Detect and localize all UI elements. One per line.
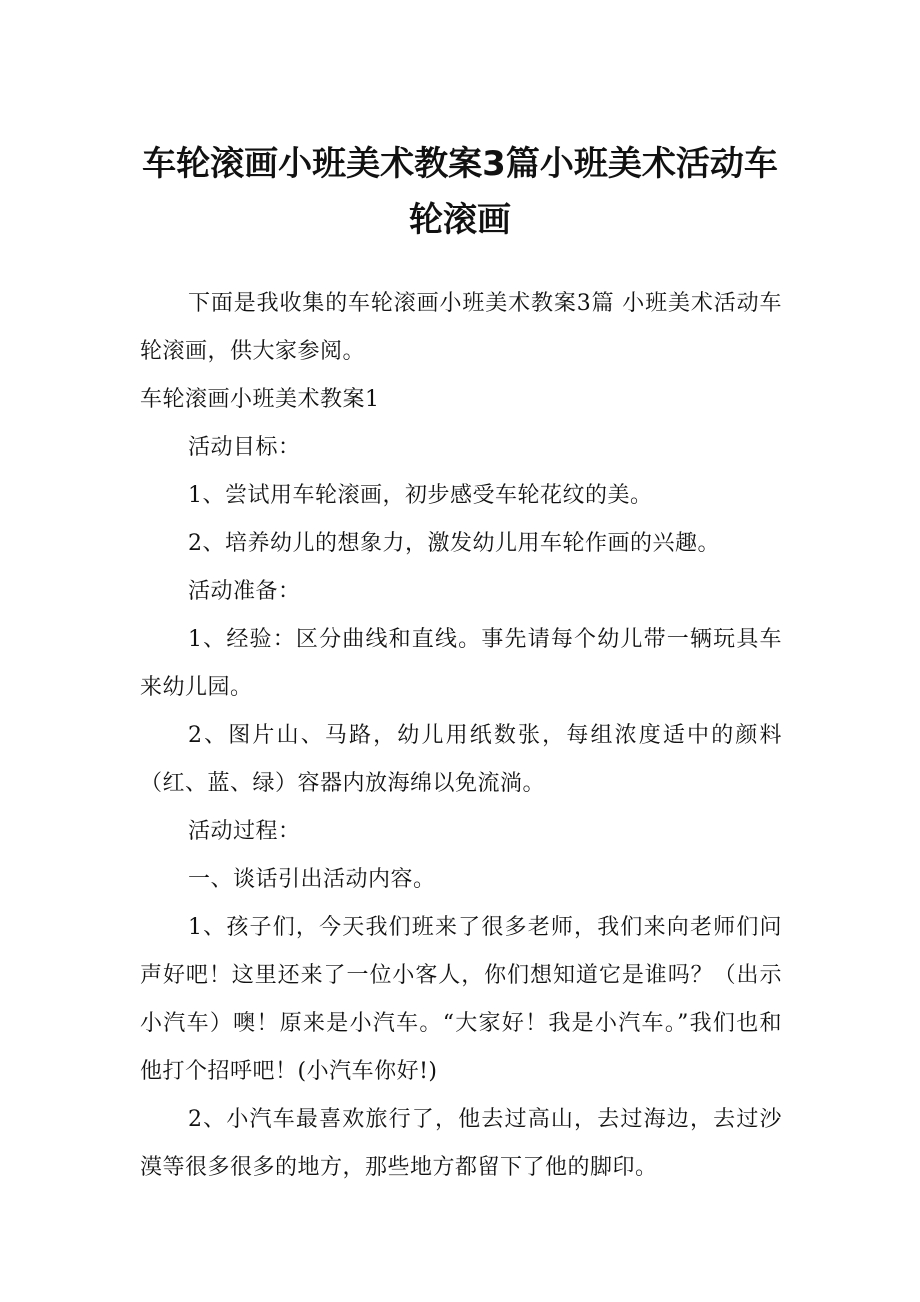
- preparation-heading: 活动准备：: [188, 579, 301, 604]
- goal-item-2: 2、培养幼儿的想象力，激发幼儿用车轮作画的兴趣。: [188, 531, 720, 556]
- process-step-heading: 一、谈话引出活动内容。: [188, 867, 436, 892]
- preparation-item-1: 1、经验：区分曲线和直线。事先请每个幼儿带一辆玩具车来幼儿园。: [140, 627, 782, 700]
- goals-heading: 活动目标：: [188, 435, 301, 460]
- process-paragraph-1: 1、孩子们，今天我们班来了很多老师，我们来向老师们问声好吧！这里还来了一位小客人，你们想知道它是谁吗？（出示小汽车）噢！原来是小汽车。“大家好！我是小汽车。”我们也和他打个招呼吧！(小汽车你好!): [140, 915, 782, 1084]
- goal-item-1: 1、尝试用车轮滚画，初步感受车轮花纹的美。: [188, 483, 653, 508]
- document-title: 车轮滚画小班美术教案3篇小班美术活动车轮滚画: [142, 144, 778, 240]
- process-paragraph-2: 2、小汽车最喜欢旅行了，他去过高山，去过海边，去过沙漠等很多很多的地方，那些地方都留下了他的脚印。: [140, 1107, 782, 1180]
- intro-paragraph: 下面是我收集的车轮滚画小班美术教案3篇 小班美术活动车轮滚画，供大家参阅。: [140, 291, 782, 364]
- section-heading: 车轮滚画小班美术教案1: [140, 387, 380, 412]
- process-heading: 活动过程：: [188, 819, 301, 844]
- preparation-item-2: 2、图片山、马路，幼儿用纸数张，每组浓度适中的颜料（红、蓝、绿）容器内放海绵以免流淌。: [140, 723, 782, 796]
- document-body: [140, 280, 782, 1192]
